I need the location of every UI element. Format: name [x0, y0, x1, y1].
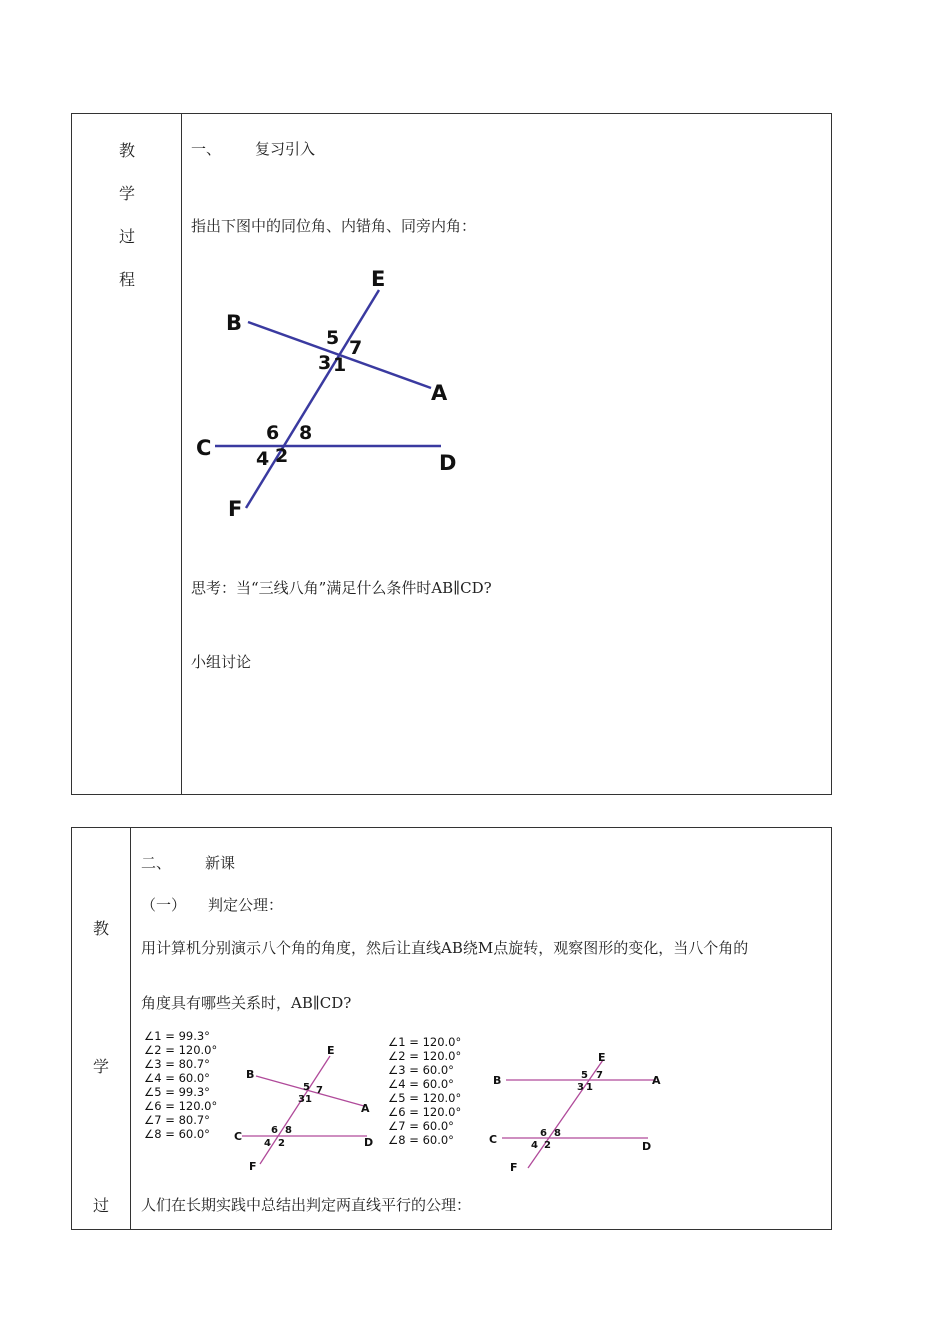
- label-c: C: [489, 1133, 498, 1146]
- angle-2: 2: [275, 445, 289, 467]
- prompt-text: 指出下图中的同位角、内错角、同旁内角：: [191, 217, 477, 235]
- angle-2: 2: [278, 1138, 285, 1149]
- subheading-text: 判定公理：: [208, 896, 284, 914]
- label-a: A: [361, 1102, 370, 1115]
- angle-1: 1: [333, 354, 347, 376]
- section2-divider: [130, 828, 131, 1229]
- angle-value: ∠8 = 60.0°: [144, 1127, 210, 1141]
- label-c: C: [196, 436, 212, 460]
- angle-value: ∠8 = 60.0°: [388, 1133, 454, 1147]
- heading-number: 一、: [191, 140, 222, 158]
- discuss-text: 小组讨论: [191, 653, 252, 671]
- label-e: E: [371, 267, 386, 291]
- label-a: A: [652, 1074, 661, 1087]
- angle-list-1: [144, 1028, 224, 1158]
- angle-3: 3: [318, 352, 332, 374]
- angle-value: ∠6 = 120.0°: [388, 1105, 462, 1119]
- angle-7: 7: [596, 1070, 603, 1081]
- angle-value: ∠7 = 60.0°: [388, 1119, 454, 1133]
- side-char: 过: [93, 1196, 110, 1215]
- angle-value: ∠6 = 120.0°: [144, 1099, 218, 1113]
- label-d: D: [439, 451, 457, 475]
- subheading: [141, 894, 283, 915]
- angle-7: 7: [349, 337, 363, 359]
- conclusion-text: 人们在长期实践中总结出判定两直线平行的公理：: [141, 1196, 472, 1214]
- side-char: 过: [119, 227, 136, 246]
- section1-divider: [181, 114, 182, 794]
- label-f: F: [510, 1161, 518, 1174]
- angle-value: ∠5 = 99.3°: [144, 1085, 210, 1099]
- angle-value: ∠7 = 80.7°: [144, 1113, 210, 1127]
- label-e: E: [598, 1051, 606, 1064]
- label-a: A: [431, 381, 448, 405]
- angle-list-2: [388, 1034, 478, 1164]
- parallel-figure-2: [486, 1046, 676, 1176]
- angle-7: 7: [316, 1085, 323, 1096]
- think-question: 思考：当“三线八角”满足什么条件时AB∥CD?: [191, 579, 492, 597]
- label-b: B: [246, 1068, 255, 1081]
- angle-3: 3: [298, 1094, 305, 1105]
- angle-value: ∠1 = 120.0°: [388, 1035, 462, 1049]
- heading-text: 新课: [205, 854, 236, 872]
- heading-number: 二、: [141, 854, 172, 872]
- angle-1: 1: [586, 1082, 593, 1093]
- section1-heading: [191, 138, 315, 159]
- angle-3: 3: [577, 1082, 584, 1093]
- angle-4: 4: [531, 1140, 538, 1151]
- angle-8: 8: [554, 1128, 561, 1139]
- angle-value: ∠3 = 80.7°: [144, 1057, 210, 1071]
- label-f: F: [249, 1160, 257, 1170]
- angle-4: 4: [264, 1138, 271, 1149]
- angle-6: 6: [271, 1125, 278, 1136]
- label-b: B: [493, 1074, 502, 1087]
- angle-value: ∠4 = 60.0°: [388, 1077, 454, 1091]
- angle-4: 4: [256, 448, 270, 470]
- paragraph-line-2: 角度具有哪些关系时，AB∥CD?: [141, 994, 352, 1012]
- side-char: 学: [119, 184, 136, 203]
- section2-heading: [141, 852, 235, 873]
- label-f: F: [228, 497, 243, 521]
- angle-5: 5: [326, 327, 340, 349]
- side-char: 教: [93, 919, 110, 938]
- label-d: D: [364, 1136, 374, 1149]
- label-b: B: [226, 311, 243, 335]
- angle-value: ∠2 = 120.0°: [144, 1043, 218, 1057]
- angle-8: 8: [299, 422, 313, 444]
- label-e: E: [327, 1044, 335, 1057]
- angle-2: 2: [544, 1140, 551, 1151]
- angle-1: 1: [305, 1094, 312, 1105]
- paragraph-line-1: 用计算机分别演示八个角的角度，然后让直线AB绕M点旋转，观察图形的变化，当八个角的: [141, 939, 749, 957]
- angle-figure: [185, 262, 485, 532]
- section2-table: [71, 827, 832, 1230]
- angle-value: ∠3 = 60.0°: [388, 1063, 454, 1077]
- side-char: 教: [119, 141, 136, 160]
- angle-6: 6: [266, 422, 280, 444]
- label-c: C: [234, 1130, 243, 1143]
- label-d: D: [642, 1140, 652, 1153]
- angle-5: 5: [581, 1070, 588, 1081]
- angle-5: 5: [303, 1082, 310, 1093]
- rotated-figure-1: [234, 1040, 384, 1170]
- section1-table: [71, 113, 832, 795]
- angle-6: 6: [540, 1128, 547, 1139]
- heading-text: 复习引入: [255, 140, 316, 158]
- angle-value: ∠1 = 99.3°: [144, 1029, 210, 1043]
- side-char: 学: [93, 1057, 110, 1076]
- subheading-number: （一）: [141, 896, 187, 914]
- angle-8: 8: [285, 1125, 292, 1136]
- angle-value: ∠4 = 60.0°: [144, 1071, 210, 1085]
- angle-value: ∠5 = 120.0°: [388, 1091, 462, 1105]
- side-char: 程: [119, 270, 136, 289]
- angle-value: ∠2 = 120.0°: [388, 1049, 462, 1063]
